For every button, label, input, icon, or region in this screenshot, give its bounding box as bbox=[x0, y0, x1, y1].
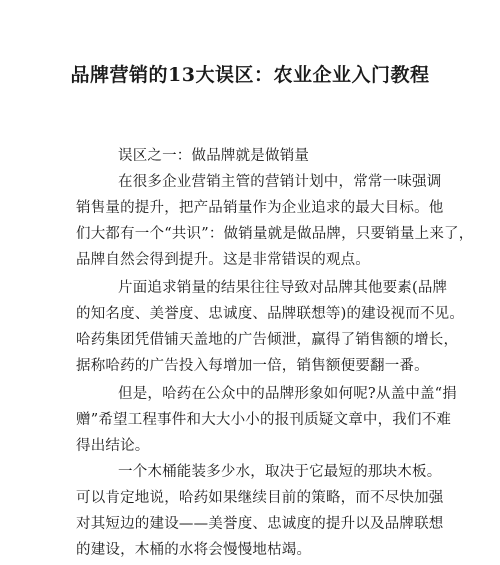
paragraph-line: 得出结论。 bbox=[76, 438, 150, 454]
paragraph-line: 品牌自然会得到提升。这是非常错误的观点。 bbox=[76, 252, 370, 268]
paragraph-line: 的建设，木桶的水将会慢慢地枯竭。 bbox=[76, 542, 312, 558]
paragraph-line: 的知名度、美誉度、忠诚度、品牌联想等)的建设视而不见。 bbox=[76, 306, 465, 322]
document-title: 品牌营销的13大误区：农业企业入门教程 bbox=[70, 64, 430, 86]
paragraph-line: 一个木桶能装多少水，取决于它最短的那块木板。 bbox=[118, 464, 442, 480]
paragraph-line: 哈药集团凭借铺天盖地的广告倾泄，赢得了销售额的增长， bbox=[76, 332, 459, 348]
paragraph-line: 可以肯定地说，哈药如果继续目前的策略，而不尽快加强 bbox=[76, 490, 444, 506]
paragraph-line: 据称哈药的广告投入每增加一倍，销售额便要翻一番。 bbox=[76, 358, 429, 374]
paragraph-line: 在很多企业营销主管的营销计划中，常常一味强调 bbox=[118, 174, 442, 190]
section-heading: 误区之一：做品牌就是做销量 bbox=[118, 148, 310, 164]
paragraph-line: 们大都有一个“共识”：做销量就是做品牌，只要销量上来了， bbox=[76, 226, 474, 242]
paragraph-line: 但是，哈药在公众中的品牌形象如何呢?从盖中盖“捐 bbox=[118, 386, 457, 402]
paragraph-line: 对其短边的建设——美誉度、忠诚度的提升以及品牌联想 bbox=[76, 516, 444, 532]
paragraph-line: 赠”希望工程事件和大大小小的报刊质疑文章中，我们不难 bbox=[76, 412, 452, 428]
paragraph-line: 片面追求销量的结果往往导致对品牌其他要素(品牌 bbox=[118, 280, 448, 296]
paragraph-line: 销售量的提升，把产品销量作为企业追求的最大目标。他 bbox=[76, 200, 444, 216]
